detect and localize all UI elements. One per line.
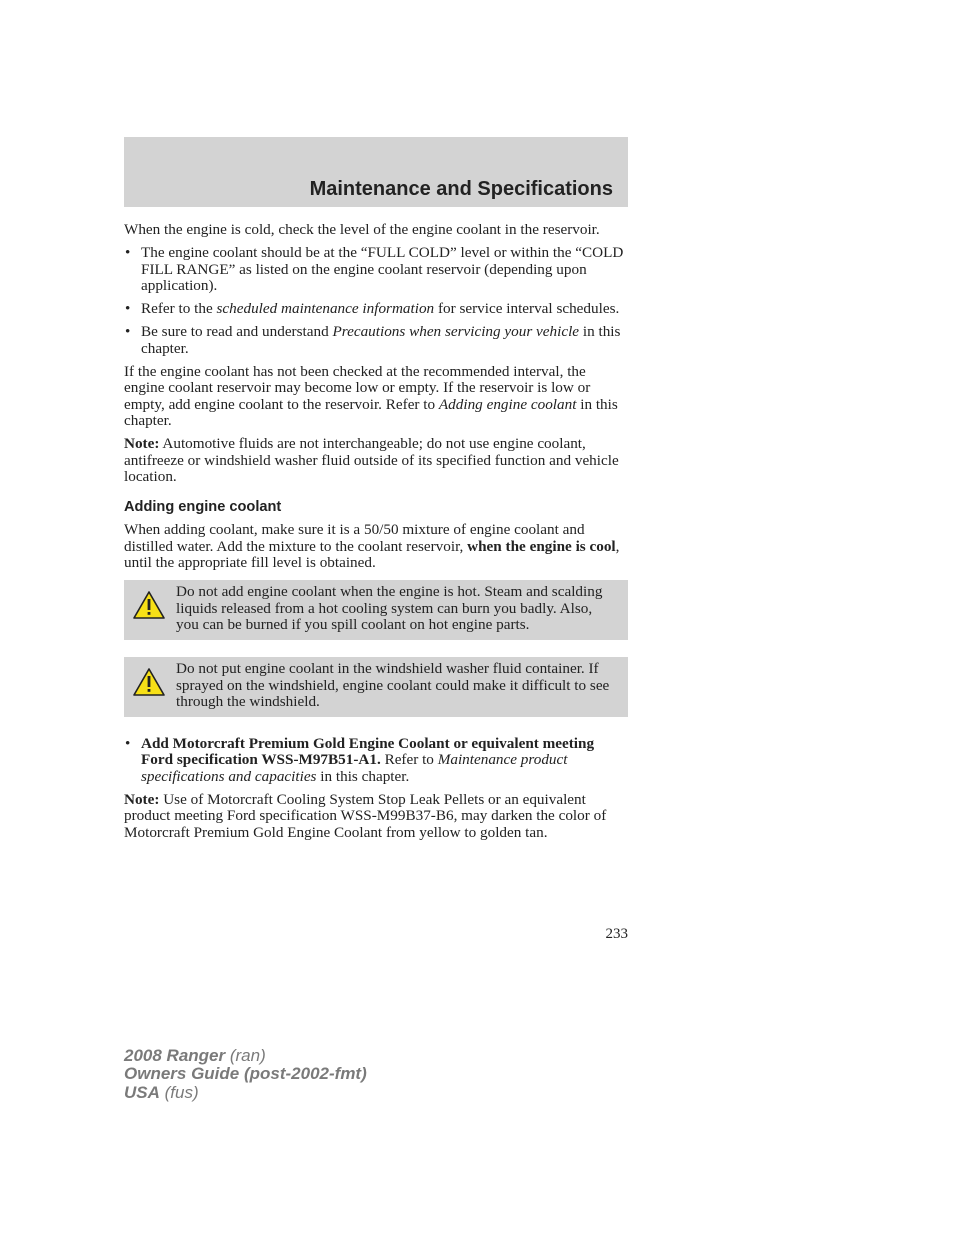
- footer-guide: Owners Guide (post-2002-fmt): [124, 1064, 367, 1084]
- note-text: Automotive fluids are not interchangeable; do not use engine coolant, antifreeze or windshield washer fluid outside of its specified function and vehicle location.: [124, 435, 619, 485]
- note-label: Note:: [124, 791, 160, 809]
- note-paragraph: [124, 436, 628, 485]
- paragraph-text: in this chapter.: [124, 395, 618, 429]
- bullet-text: in this chapter.: [316, 767, 410, 785]
- list-item: [124, 245, 628, 294]
- bullet-reference: Precautions when servicing your vehicle: [332, 323, 580, 341]
- warning-text: Do not put engine coolant in the windshield washer fluid container. If sprayed on the windshield, engine coolant could make it difficult to see through the windshield.: [176, 660, 610, 710]
- warning-box: [124, 580, 628, 640]
- bullet-icon: •: [125, 244, 131, 262]
- footer-line: [124, 1084, 367, 1102]
- document-footer: [124, 1047, 367, 1102]
- footer-market: USA: [124, 1082, 160, 1102]
- bullet-text: Be sure to read and understand: [141, 323, 333, 341]
- bullet-text: for service interval schedules.: [434, 300, 620, 318]
- bullet-text: Refer to the: [141, 300, 217, 318]
- paragraph-reference: Adding engine coolant: [438, 395, 577, 413]
- paragraph-text: When adding coolant, make sure it is a 50/50 mixture of engine coolant and distilled water. Add the mixture to the coolant reservoir,: [124, 521, 585, 555]
- bullet-icon: •: [125, 735, 131, 753]
- footer-line: [124, 1065, 367, 1083]
- paragraph-emphasis: when the engine is cool: [467, 537, 616, 555]
- bullet-text: The engine coolant should be at the “FULL COLD” level or within the “COLD FILL RANGE” as listed on the engine coolant reservoir (depending upon application).: [141, 244, 624, 294]
- bullet-text: in this chapter.: [141, 323, 621, 357]
- adding-coolant-paragraph: [124, 522, 628, 571]
- page-content: [124, 222, 628, 848]
- footer-model: 2008 Ranger: [124, 1046, 226, 1065]
- note-paragraph: [124, 792, 628, 841]
- paragraph-text: If the engine coolant has not been checked at the recommended interval, the engine coolant reservoir may become low or empty. If the reservoir is low or empty, add engine coolant to the reservoir. Refer to: [124, 363, 591, 413]
- section-header-band: [124, 137, 628, 207]
- note-label: Note:: [124, 435, 160, 453]
- warning-triangle-icon: [132, 590, 166, 620]
- page-number: 233: [605, 926, 628, 942]
- footer-code: (fus): [159, 1082, 199, 1102]
- paragraph-text: , until the appropriate fill level is obtained.: [124, 537, 620, 572]
- check-bullets: [124, 245, 628, 357]
- list-item: [124, 324, 628, 357]
- list-item: [124, 736, 628, 785]
- list-item: [124, 301, 628, 317]
- subheading: Adding engine coolant: [124, 499, 282, 516]
- section-title: Maintenance and Specifications: [309, 178, 613, 200]
- warning-box: [124, 657, 628, 717]
- bullet-icon: •: [125, 300, 131, 318]
- bullet-icon: •: [125, 323, 131, 341]
- warning-triangle-icon: [132, 667, 166, 697]
- bullet-emphasis: Add Motorcraft Premium Gold Engine Coolant or equivalent meeting Ford specification WSS-M97B51-A1.: [141, 735, 595, 769]
- footer-code: (ran): [225, 1046, 266, 1065]
- coolant-spec-bullets: [124, 736, 628, 785]
- bullet-reference: Maintenance product specifications and capacities: [141, 751, 568, 785]
- note-text: Use of Motorcraft Cooling System Stop Leak Pellets or an equivalent product meeting Ford specification WSS-M99B37-B6, may darken the color of Motorcraft Premium Gold Engine Coolant from yellow to golden tan.: [124, 791, 607, 841]
- bullet-reference: scheduled maintenance information: [216, 300, 435, 318]
- intro-paragraph: When the engine is cold, check the level of the engine coolant in the reservoir.: [124, 221, 600, 238]
- low-coolant-paragraph: [124, 364, 628, 429]
- warning-text: Do not add engine coolant when the engine is hot. Steam and scalding liquids released from a hot cooling system can burn you badly. Also, you can be burned if you spill coolant on hot engine parts.: [176, 583, 603, 633]
- bullet-text: Refer to: [380, 751, 438, 769]
- footer-line: [124, 1047, 367, 1065]
